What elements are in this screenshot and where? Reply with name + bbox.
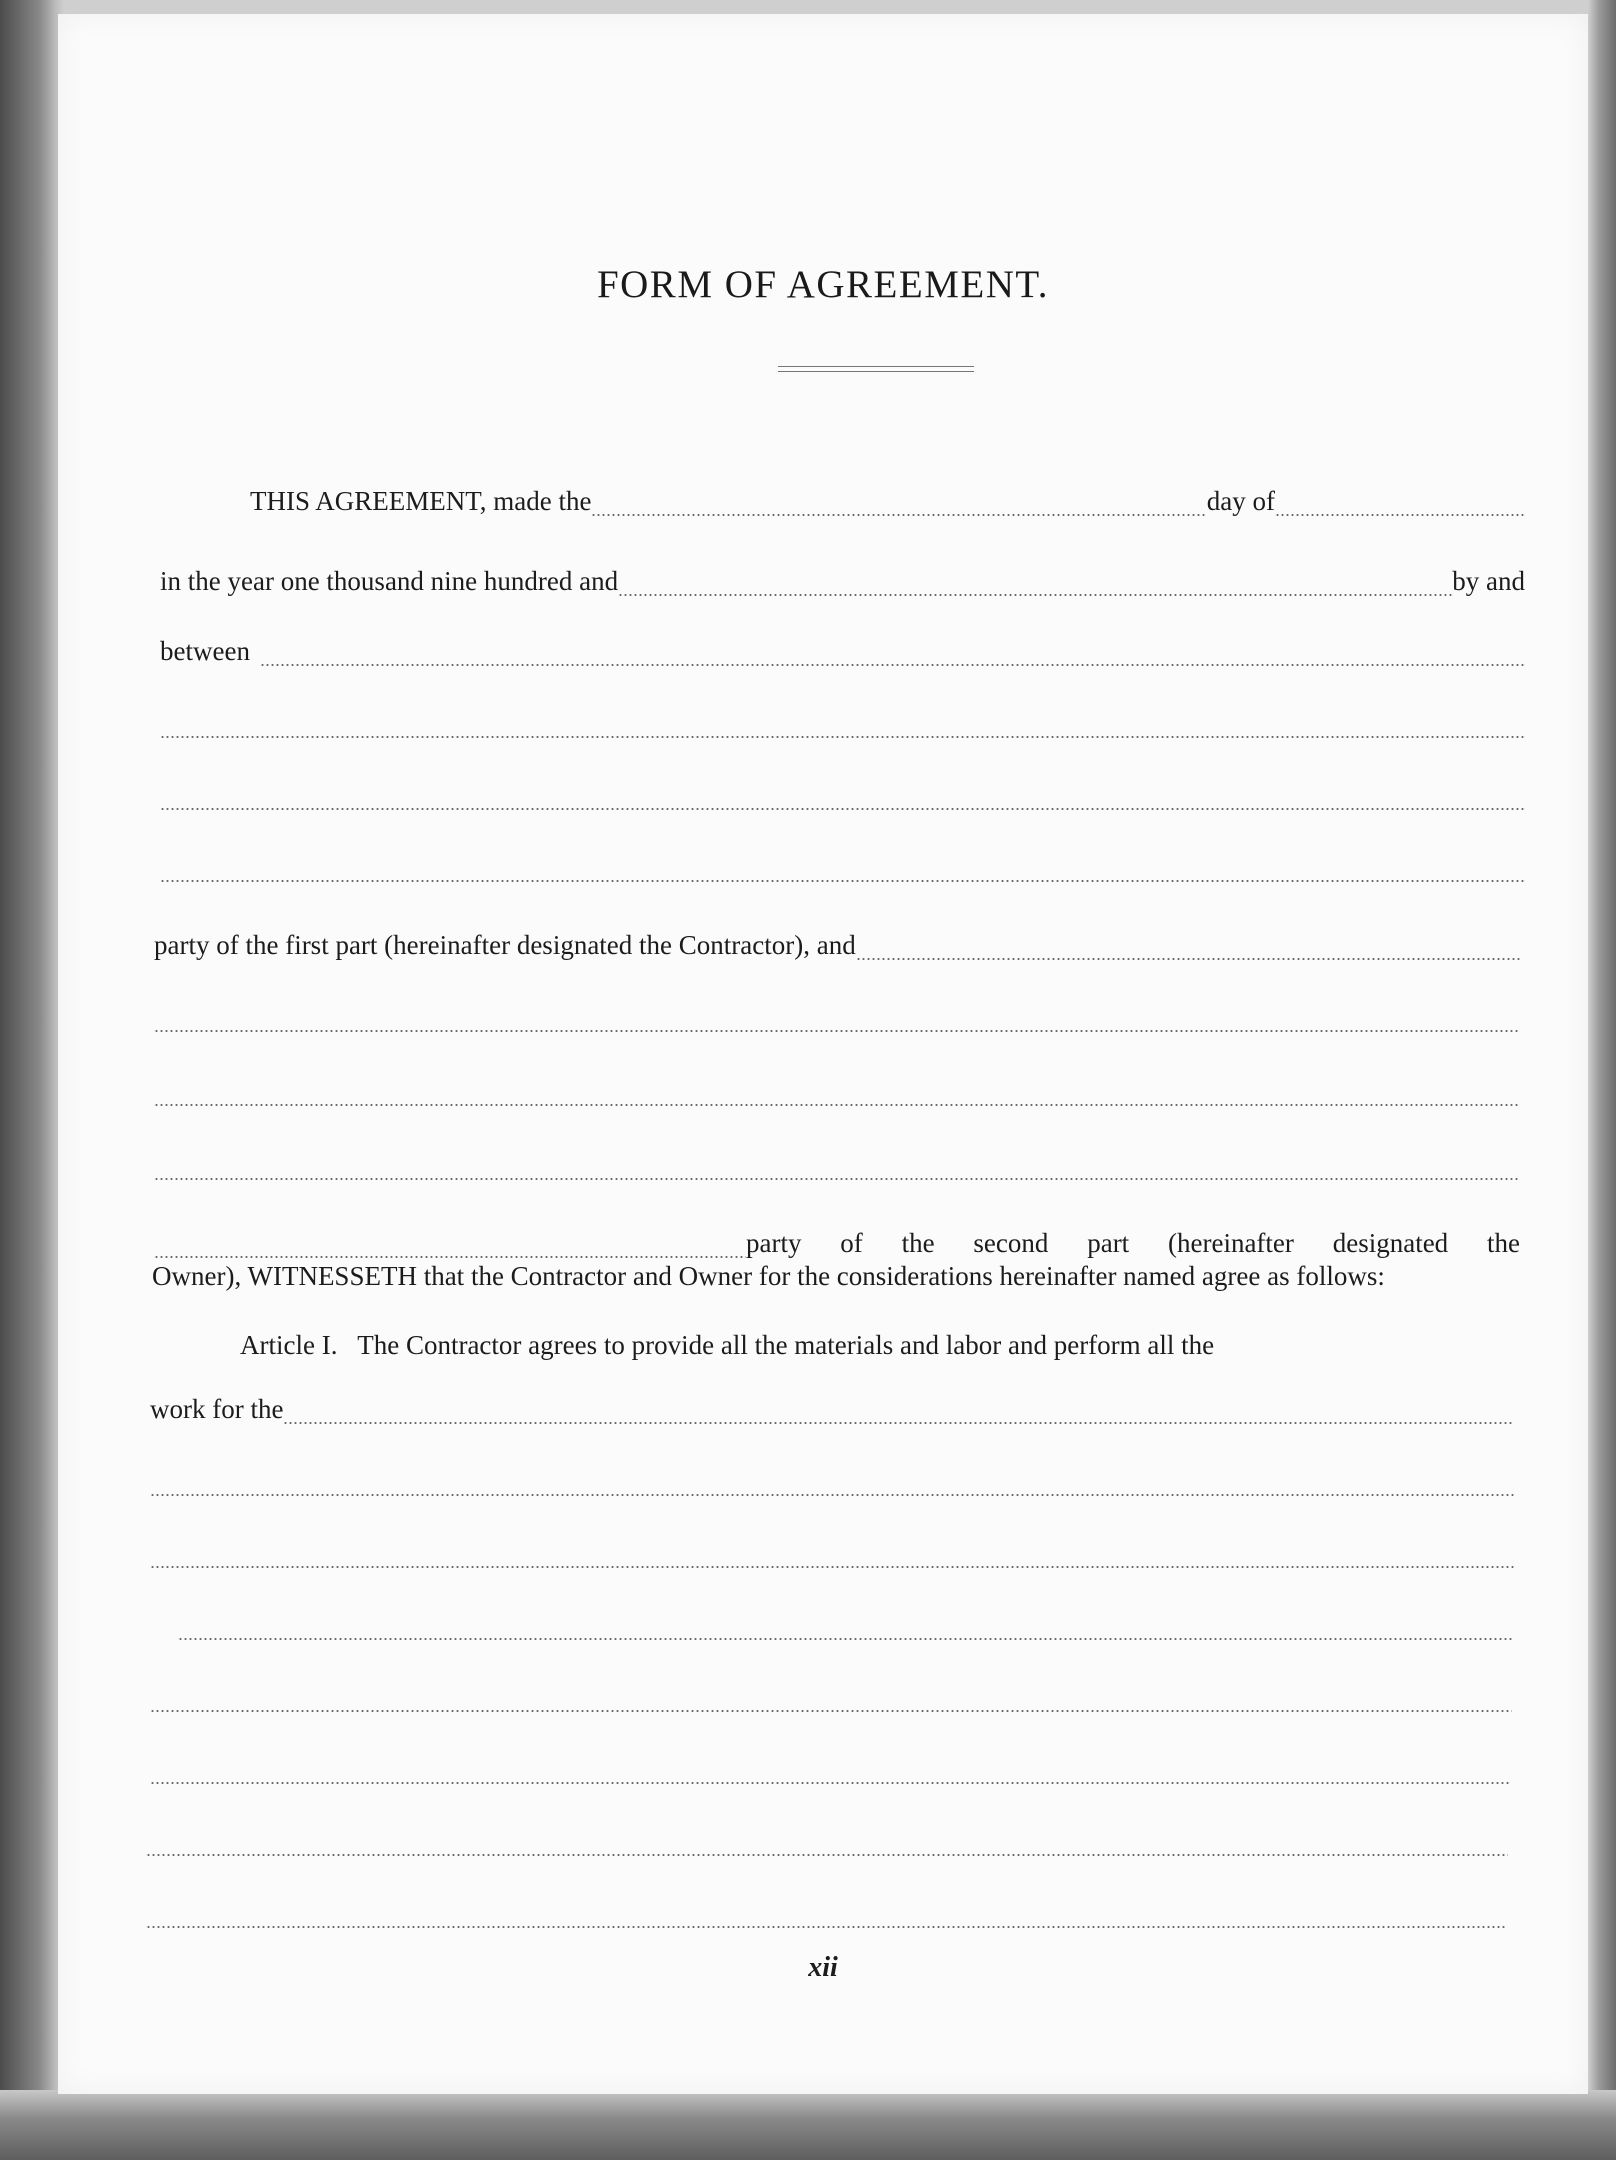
page-title: FORM OF AGREEMENT. [596,263,1050,306]
blank-second-party [154,1256,746,1258]
blank-line [150,1754,1510,1790]
dotted-rule [178,1638,1514,1640]
blank-line [150,1682,1512,1718]
blank-month [1275,514,1525,516]
witnesseth-paragraph: Owner), WITNESSETH that the Contractor and Owner for the considerations hereinafter named agree as follows: [152,1261,1385,1291]
blank-line [160,708,1525,744]
second-party-label: party of the second part (hereinafter designated the [746,1228,1520,1258]
dotted-rule [150,1566,1514,1568]
document-page [58,14,1588,2094]
page-number: xii [808,1952,838,1983]
between-label: between [160,636,250,666]
blank-line [154,1076,1520,1112]
line-first-party [154,930,1520,966]
blank-line [154,1002,1520,1038]
line-between [160,636,1525,672]
blank-work [283,1422,1514,1424]
blank-line [178,1610,1514,1646]
scan-bottom-edge [0,2090,1616,2160]
year-label: in the year one thousand nine hundred and [160,566,619,596]
dotted-rule [154,1178,1520,1180]
dotted-rule [160,808,1525,810]
dotted-rule [154,1030,1520,1032]
line-work-for [150,1394,1514,1430]
blank-between [260,664,1525,666]
dotted-rule [150,1782,1510,1784]
line-article-one [240,1330,1514,1366]
blank-line [146,1826,1508,1862]
dotted-rule [146,1854,1508,1856]
day-of-label: day of [1206,486,1275,516]
blank-year [618,594,1452,596]
line-agreement-made [250,486,1525,522]
dotted-rule [146,1926,1506,1928]
line-year [160,566,1525,602]
blank-line [146,1898,1506,1934]
first-party-label: party of the first part (hereinafter designated the Contractor), and [154,930,856,960]
blank-owner [856,958,1520,960]
blank-line [150,1538,1514,1574]
dotted-rule [160,736,1525,738]
title-rule [778,366,974,372]
blank-line [154,1150,1520,1186]
blank-line [160,852,1525,888]
blank-line [160,780,1525,816]
work-for-label: work for the [150,1394,284,1424]
agreement-made-label: THIS AGREEMENT, made the [250,486,592,516]
scan-right-edge [1588,0,1616,2160]
dotted-rule [150,1494,1514,1496]
blank-line [150,1466,1514,1502]
by-and-label: by and [1452,566,1525,596]
blank-date-day [591,514,1206,516]
article-one-text: Article I. The Contractor agrees to provide all the materials and labor and perform all the [240,1330,1215,1360]
line-second-party [154,1228,1520,1264]
dotted-rule [150,1710,1512,1712]
dotted-rule [154,1104,1520,1106]
dotted-rule [160,880,1525,882]
